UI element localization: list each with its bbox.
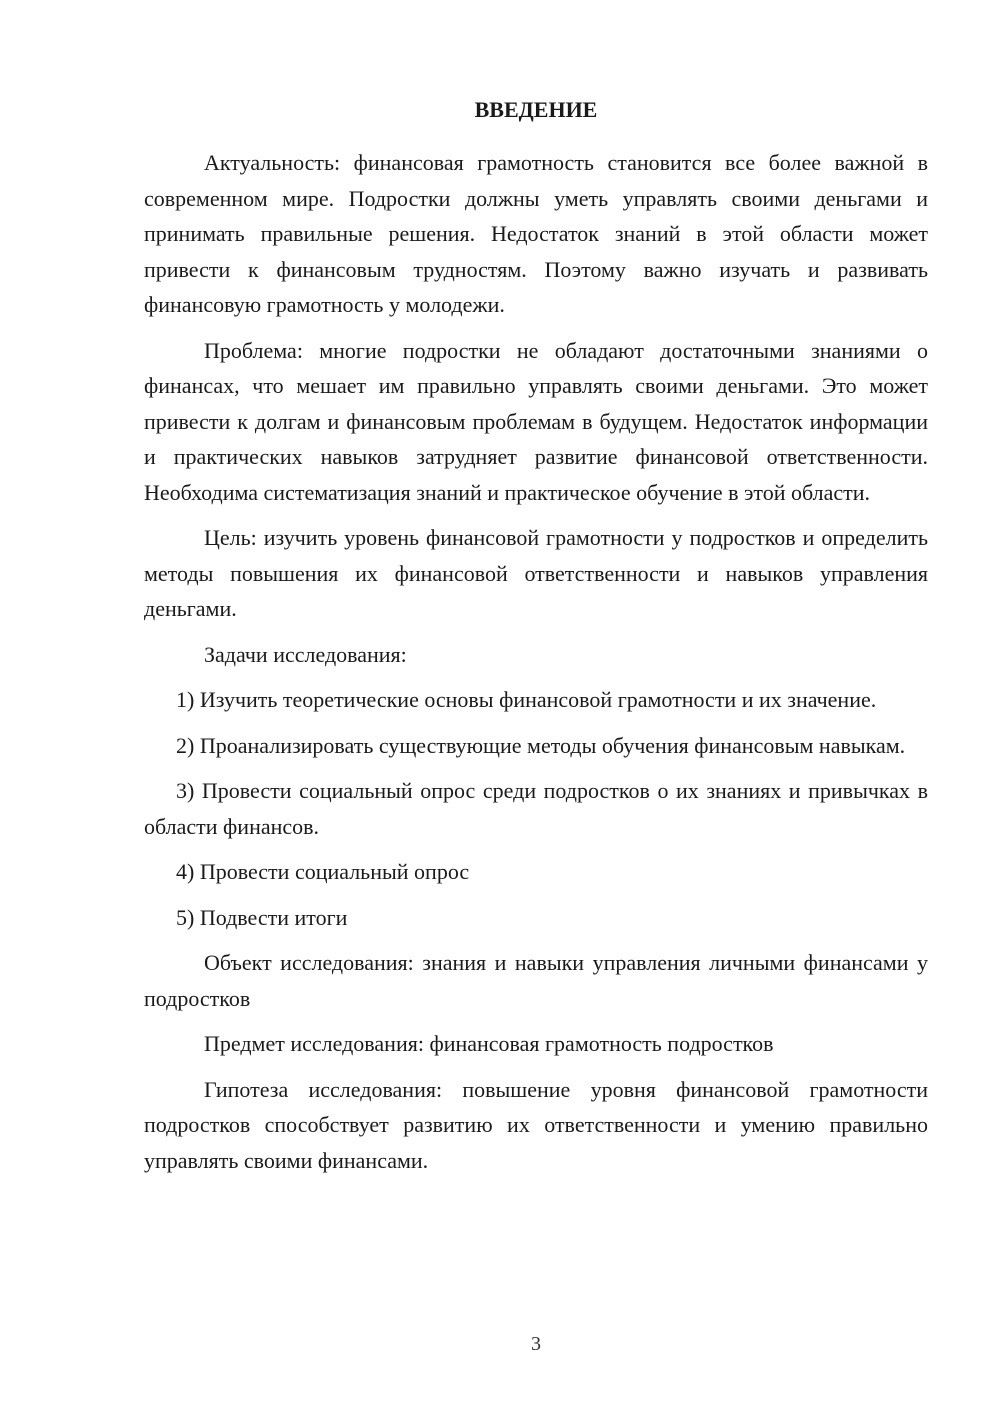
- task-item: 2) Проанализировать существующие методы обучения финансовым навыкам.: [176, 732, 906, 758]
- relevance-paragraph: Актуальность: финансовая грамотность становится все более важной в современном мире. Подростки должны уметь управлять своими деньгами и принимать правильные решения. Недостаток знаний в этой области может привести к финансовым трудностям. Поэтому важно изучать и развивать финансовую грамотность у молодежи.: [144, 150, 928, 317]
- task-item: 3) Провести социальный опрос среди подростков о их знаниях и привычках в области финансов.: [144, 778, 928, 839]
- task-item: 5) Подвести итоги: [176, 904, 348, 930]
- task-item: 1) Изучить теоретические основы финансовой грамотности и их значение.: [176, 687, 877, 712]
- page-number: 3: [531, 1333, 541, 1355]
- object-paragraph: Объект исследования: знания и навыки управления личными финансами у подростков: [144, 950, 928, 1011]
- task-item: 4) Провести социальный опрос: [176, 859, 470, 884]
- subject-paragraph: Предмет исследования: финансовая грамотность подростков: [204, 1031, 774, 1056]
- document-page: [144, 92, 928, 1188]
- goal-paragraph: Цель: изучить уровень финансовой грамотности у подростков и определить методы повышения их финансовой ответственности и навыков управления деньгами.: [144, 525, 928, 621]
- hypothesis-paragraph: Гипотеза исследования: повышение уровня финансовой грамотности подростков способствует развитию их ответственности и умению правильно управлять своими финансами.: [144, 1076, 928, 1173]
- section-title: ВВЕДЕНИЕ: [474, 97, 598, 122]
- tasks-heading: Задачи исследования:: [204, 641, 407, 667]
- problem-paragraph: Проблема: многие подростки не обладают достаточными знаниями о финансах, что мешает им правильно управлять своими деньгами. Это может привести к долгам и финансовым проблемам в будущем. Недостаток информации и практических навыков затрудняет развитие финансовой ответственности. Необходима систематизация знаний и практическое обучение в этой области.: [144, 337, 928, 505]
